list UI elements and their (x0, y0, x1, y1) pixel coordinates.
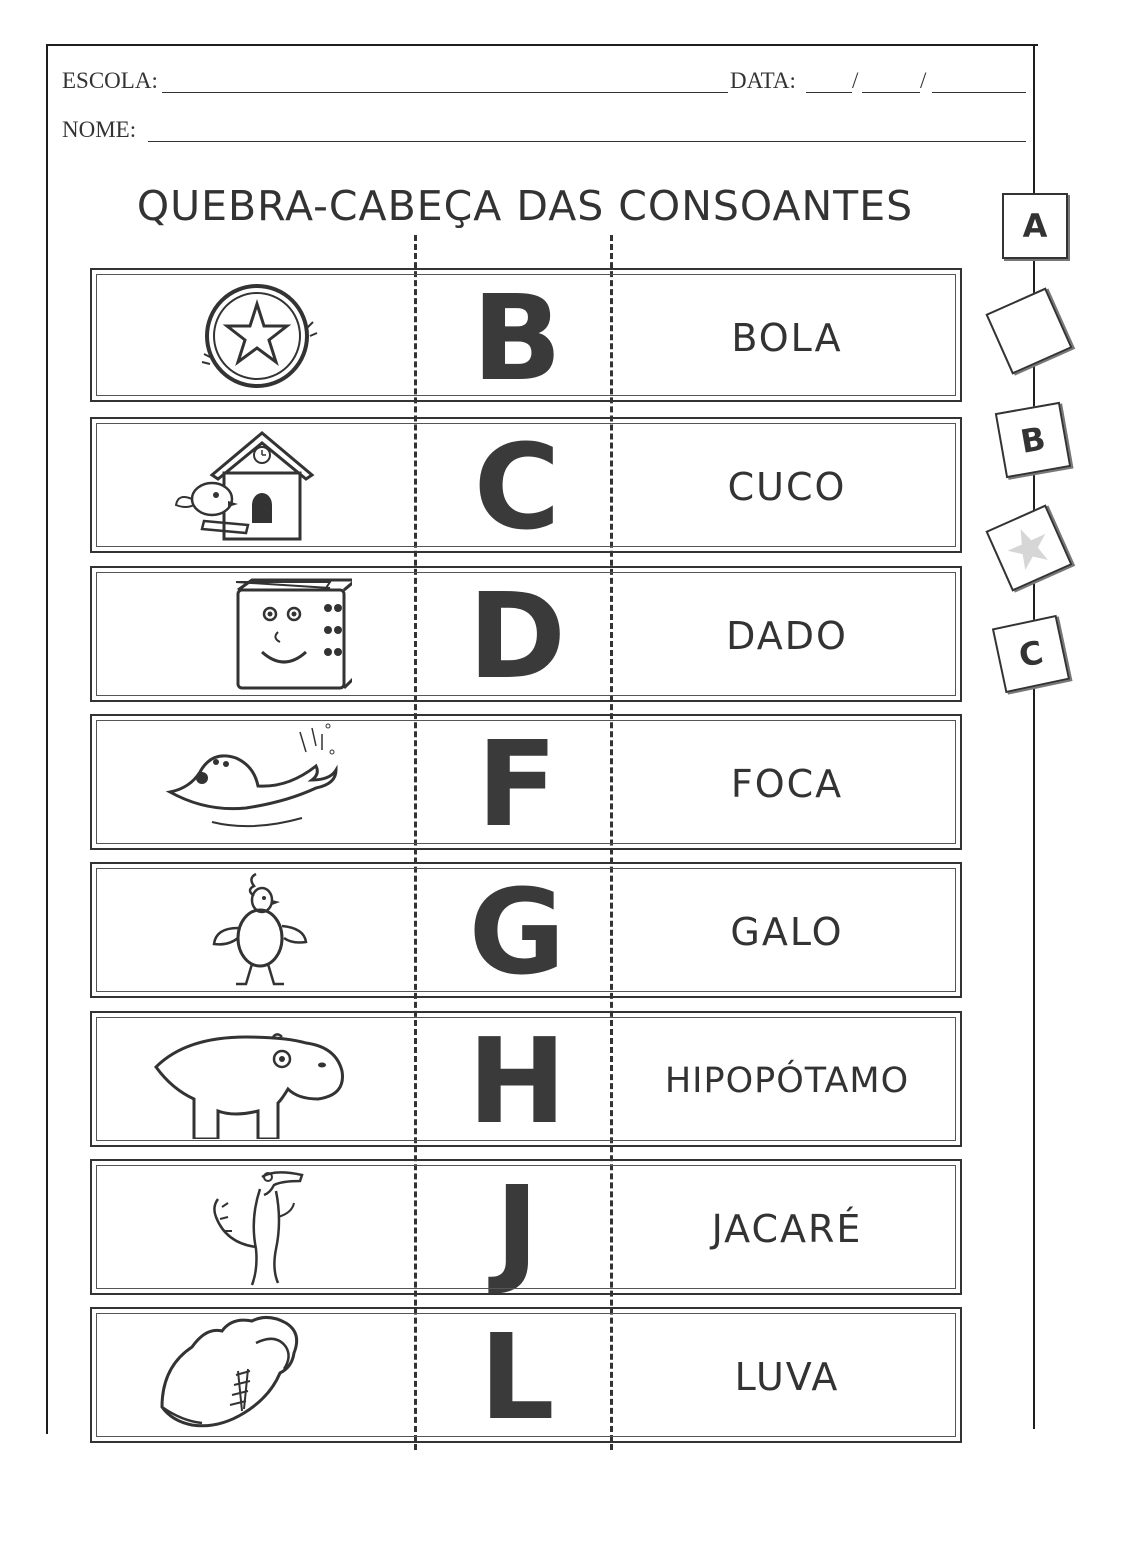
star-icon (988, 507, 1070, 589)
cuckoo-clock-icon (152, 425, 352, 545)
date-separator-1: / (852, 68, 859, 93)
date-label: DATA: (730, 68, 796, 93)
hippo-icon (152, 1019, 352, 1139)
seal-icon (152, 722, 352, 842)
word-cuco: CUCO (727, 465, 847, 509)
school-label: ESCOLA: (62, 68, 158, 93)
letter-c: C (473, 418, 561, 556)
page-border-top (48, 44, 1038, 46)
rooster-icon (152, 870, 352, 990)
puzzle-row-foca (90, 714, 962, 853)
example-tile-star (985, 504, 1072, 591)
puzzle-row-galo (90, 862, 962, 1001)
word-jacare: JACARÉ (711, 1207, 863, 1251)
page-border-left (46, 44, 48, 1434)
date-separator-2: / (920, 68, 927, 93)
puzzle-row-bola (90, 268, 962, 407)
name-field[interactable] (148, 141, 1026, 142)
example-tile-blank (985, 287, 1072, 374)
word-foca: FOCA (730, 762, 844, 806)
puzzle-row-cuco (90, 417, 962, 556)
word-dado: DADO (726, 614, 848, 658)
word-hipopotamo: HIPOPÓTAMO (664, 1061, 910, 1101)
puzzle-row-luva (90, 1307, 962, 1446)
example-tile-b: B (995, 402, 1071, 478)
puzzle-row-hipopotamo (90, 1011, 962, 1150)
alligator-icon (152, 1167, 352, 1287)
letter-g: G (468, 863, 566, 1001)
letter-l: L (479, 1308, 555, 1446)
example-tile-c: C (992, 615, 1070, 693)
word-bola: BOLA (731, 316, 843, 360)
word-luva: LUVA (734, 1355, 840, 1399)
name-label: NOME: (62, 117, 137, 142)
letter-j: J (495, 1160, 539, 1298)
word-galo: GALO (730, 910, 844, 954)
school-field[interactable] (162, 92, 728, 93)
date-year-field[interactable] (932, 92, 1026, 93)
date-day-field[interactable] (806, 92, 852, 93)
letter-b: B (472, 269, 562, 407)
worksheet-title: QUEBRA-CABEÇA DAS CONSOANTES (136, 182, 914, 230)
letter-h: H (467, 1012, 567, 1150)
date-month-field[interactable] (862, 92, 920, 93)
puzzle-row-jacare (90, 1159, 962, 1298)
ball-icon (152, 276, 352, 396)
letter-d: D (468, 567, 566, 705)
glove-icon (152, 1315, 352, 1435)
dice-icon (152, 574, 352, 694)
example-tile-a: A (1002, 193, 1068, 259)
puzzle-row-dado (90, 566, 962, 705)
letter-f: F (476, 715, 558, 853)
